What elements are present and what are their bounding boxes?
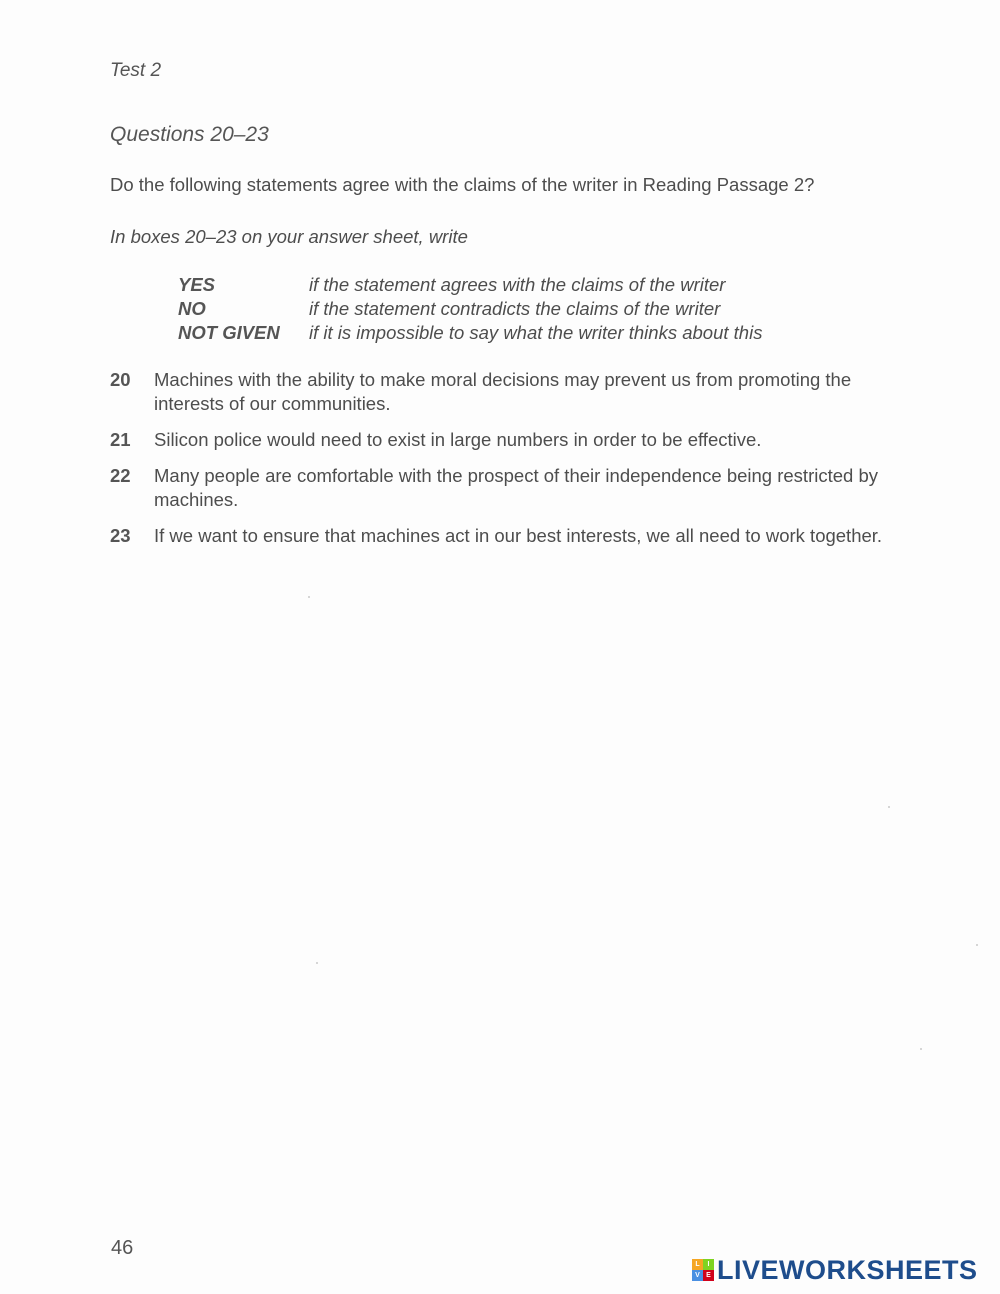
question-number: 23 [110,525,131,546]
legend-row-not-given [178,321,762,345]
legend-description: if it is impossible to say what the writer thinks about this [309,322,763,343]
legend-row-no [178,297,762,321]
instruction-text: Do the following statements agree with the claims of the writer in Reading Passage 2? [110,174,815,195]
scan-speck [316,962,318,964]
logo-letter: I [703,1259,714,1270]
logo-letter: V [692,1270,703,1281]
question-number: 22 [110,465,131,486]
legend-term: NO [178,298,206,319]
legend-description: if the statement contradicts the claims of the writer [309,298,721,319]
logo-letter: E [703,1270,714,1281]
legend-row-yes [178,273,762,297]
scan-speck [920,1048,922,1050]
question-item [110,524,910,548]
liveworksheets-brand[interactable] [692,1253,978,1287]
legend-term: NOT GIVEN [178,322,280,343]
scan-speck [308,596,310,598]
test-label: Test 2 [110,60,162,81]
page-number: 46 [111,1237,134,1259]
scan-speck [888,806,890,808]
legend-description: if the statement agrees with the claims of the writer [309,274,726,295]
question-list [110,368,910,560]
brand-name: LIVEWORKSHEETS [717,1254,978,1285]
questions-heading: Questions 20–23 [110,123,269,146]
question-item [110,464,910,512]
question-text: If we want to ensure that machines act in our best interests, we all need to work together. [154,525,883,546]
question-text: Machines with the ability to make moral decisions may prevent us from promoting the interests of our communities. [154,369,852,414]
answer-legend [178,273,762,345]
question-text: Many people are comfortable with the prospect of their independence being restricted by machines. [154,465,878,510]
logo-letter: L [692,1259,703,1270]
liveworksheets-logo-icon [692,1259,714,1281]
legend-term: YES [178,274,216,295]
question-item [110,368,910,416]
scan-speck [976,944,978,946]
question-text: Silicon police would need to exist in large numbers in order to be effective. [154,429,762,450]
question-item [110,428,910,452]
question-number: 21 [110,429,131,450]
question-number: 20 [110,369,131,390]
answer-instruction: In boxes 20–23 on your answer sheet, write [110,226,468,247]
